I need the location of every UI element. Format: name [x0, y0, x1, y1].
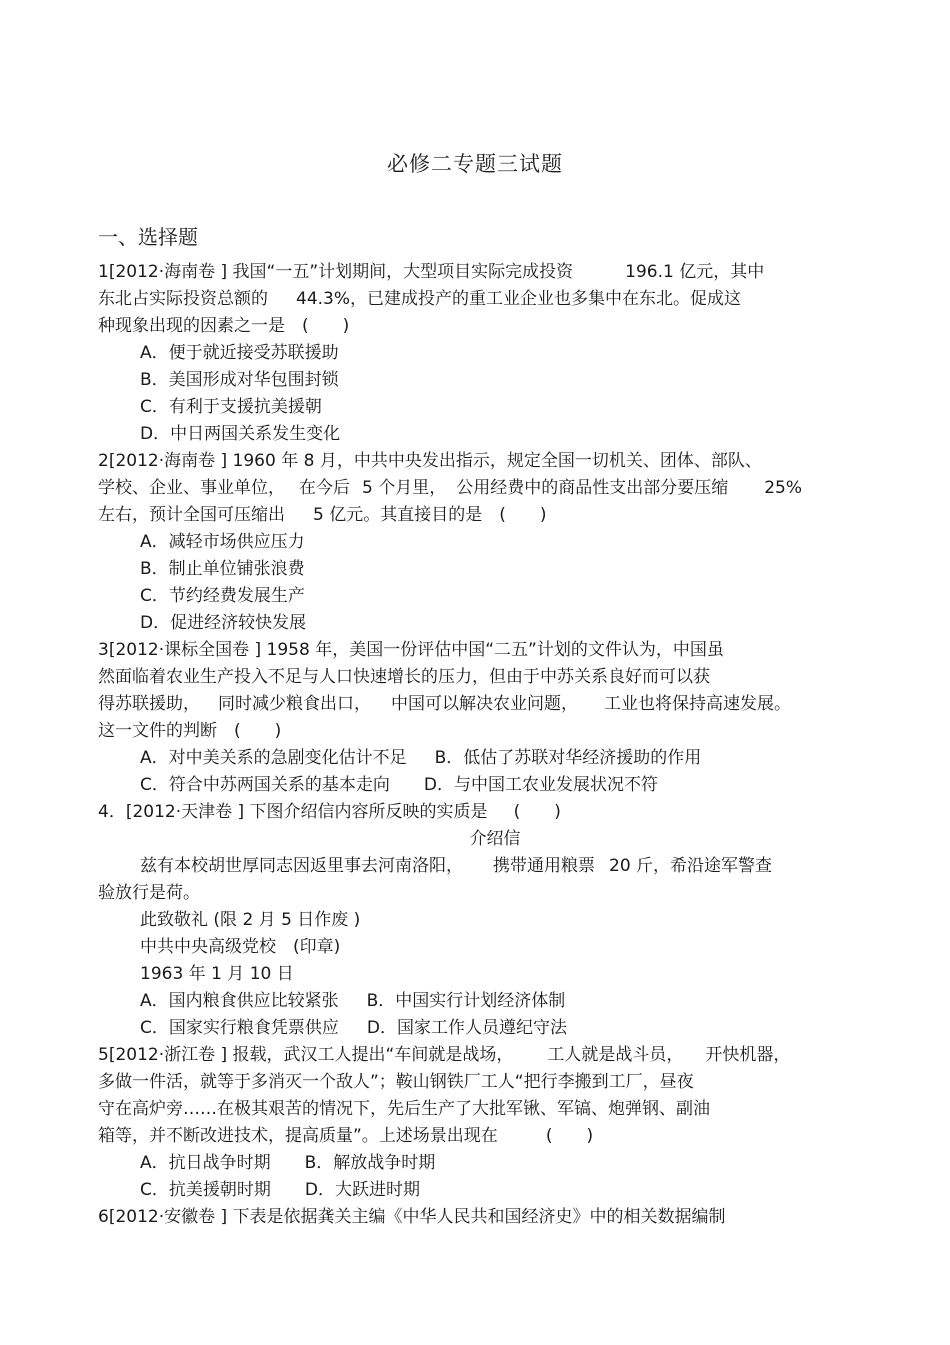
question-4-option-c: C．国家实行粮食凭票供应: [140, 1018, 339, 1038]
question-1-text: 196.1 亿元，其中: [625, 262, 765, 282]
question-2-line-3: [98, 504, 546, 526]
question-3-text: 工业也将保持高速发展。: [604, 694, 791, 714]
question-5-option-d: D．大跃进时期: [304, 1180, 420, 1200]
question-4-option-a: A．国内粮食供应比较紧张: [140, 991, 339, 1011]
letter-date: 1963 年 1 月 10 日: [140, 964, 294, 984]
question-2-option-c: C．节约经费发展生产: [140, 586, 305, 606]
question-3-line-1: 3[2012·课标全国卷 ] 1958 年，美国一份评估中国“二五”计划的文件认为，中国虽: [98, 640, 724, 660]
letter-signature: 中共中央高级党校 (印章): [140, 937, 341, 957]
question-4-option-d: D．国家工作人员遵纪守法: [366, 1018, 567, 1038]
question-1-option-d: D．中日两国关系发生变化: [140, 424, 341, 444]
question-5-option-b: B．解放战争时期: [304, 1153, 436, 1173]
question-5-line-2: 多做一件活，就等于多消灭一个敌人”；鞍山钢铁厂工人“把行李搬到工厂，昼夜: [98, 1072, 694, 1092]
question-1-option-c: C．有利于支援抗美援朝: [140, 397, 322, 417]
letter-title: 介绍信: [469, 829, 521, 849]
question-1-text: 44.3%，已建成投产的重工业企业也多集中在东北。促成这: [296, 289, 742, 309]
question-4-text: ( ): [513, 802, 561, 822]
question-4-line-1: [98, 801, 561, 823]
question-2-text: 学校、企业、事业单位，: [98, 478, 285, 498]
letter-text: 携带通用粮票: [493, 856, 595, 876]
question-3-options-cd: [140, 774, 658, 796]
question-1-line-1: [98, 261, 764, 283]
question-2-text: 5 个月里，: [362, 478, 447, 498]
question-5-text: 工人就是战斗员，: [547, 1045, 684, 1065]
question-3-option-a: A．对中美关系的急剧变化估计不足: [140, 748, 407, 768]
question-2-text: 5 亿元。其直接目的是 ( ): [313, 505, 547, 525]
question-5-options-cd: [140, 1179, 420, 1201]
question-4-text: 4．[2012·天津卷 ] 下图介绍信内容所反映的实质是: [98, 802, 488, 822]
question-3-option-c: C．符合中苏两国关系的基本走向: [140, 775, 390, 795]
question-1-option-b: B．美国形成对华包围封锁: [140, 370, 339, 390]
question-2-text: 25%: [764, 478, 803, 498]
question-3-option-d: D．与中国工农业发展状况不符: [423, 775, 658, 795]
question-5-line-1: [98, 1044, 790, 1066]
question-2-option-d: D．促进经济较快发展: [140, 613, 307, 633]
question-2-text: 公用经费中的商品性支出部分要压缩: [456, 478, 729, 498]
page-title: 必修二专题三试题: [387, 152, 563, 176]
question-4-options-cd: [140, 1017, 567, 1039]
question-3-options-ab: [140, 747, 701, 769]
question-2-line-1: 2[2012·海南卷 ] 1960 年 8 月，中共中央发出指示，规定全国一切机关、团体、部队、: [98, 451, 762, 471]
question-5-line-4: [98, 1125, 593, 1147]
question-3-line-2: 然面临着农业生产投入不足与人口快速增长的压力，但由于中苏关系良好而可以获: [98, 667, 710, 687]
question-5-text: 5[2012·浙江卷 ] 报载，武汉工人提出“车间就是战场，: [98, 1045, 514, 1065]
question-5-option-c: C．抗美援朝时期: [140, 1180, 271, 1200]
question-1-text: 东北占实际投资总额的: [98, 289, 268, 309]
letter-text: 兹有本校胡世厚同志因返里事去河南洛阳，: [140, 856, 463, 876]
question-2-option-a: A．减轻市场供应压力: [140, 532, 305, 552]
question-2-line-2: [98, 477, 802, 499]
question-6-line-1: 6[2012·安徽卷 ] 下表是依据龚关主编《中华人民共和国经济史》中的相关数据编制: [98, 1207, 726, 1227]
question-5-text: 开快机器，: [705, 1045, 791, 1065]
question-2-text: 在今后: [299, 478, 350, 498]
question-2-text: 左右，预计全国可压缩出: [98, 505, 285, 525]
question-1-text: 1[2012·海南卷 ] 我国“一五”计划期间，大型项目实际完成投资: [98, 262, 574, 282]
question-3-text: 得苏联援助，: [98, 694, 200, 714]
letter-body-line-2: 验放行是荷。: [98, 883, 200, 903]
question-3-option-b: B．低估了苏联对华经济援助的作用: [434, 748, 702, 768]
letter-closing: 此致敬礼 (限 2 月 5 日作废 ): [140, 910, 361, 930]
question-3-text: 同时减少粮食出口，: [218, 694, 371, 714]
question-2-option-b: B．制止单位铺张浪费: [140, 559, 305, 579]
question-3-text: 中国可以解决农业问题，: [391, 694, 578, 714]
question-5-line-3: 守在高炉旁……在极其艰苦的情况下，先后生产了大批军锹、军镐、炮弹钢、副油: [98, 1099, 710, 1119]
question-1-line-3: 种现象出现的因素之一是 ( ): [98, 316, 350, 336]
question-1-option-a: A．便于就近接受苏联援助: [140, 343, 339, 363]
question-3-line-4: 这一文件的判断 ( ): [98, 721, 282, 741]
question-4-option-b: B．中国实行计划经济体制: [366, 991, 566, 1011]
question-5-options-ab: [140, 1152, 435, 1174]
letter-body-line-1: [140, 855, 772, 877]
question-5-text: 箱等，并不断改进技术，提高质量”。上述场景出现在: [98, 1126, 498, 1146]
question-5-text: ( ): [545, 1126, 594, 1146]
section-heading: 一、选择题: [98, 225, 198, 249]
letter-text: 20 斤，希沿途军警查: [609, 856, 773, 876]
question-5-option-a: A．抗日战争时期: [140, 1153, 271, 1173]
question-3-line-3: [98, 693, 791, 715]
question-1-line-2: [98, 288, 741, 310]
question-4-options-ab: [140, 990, 565, 1012]
